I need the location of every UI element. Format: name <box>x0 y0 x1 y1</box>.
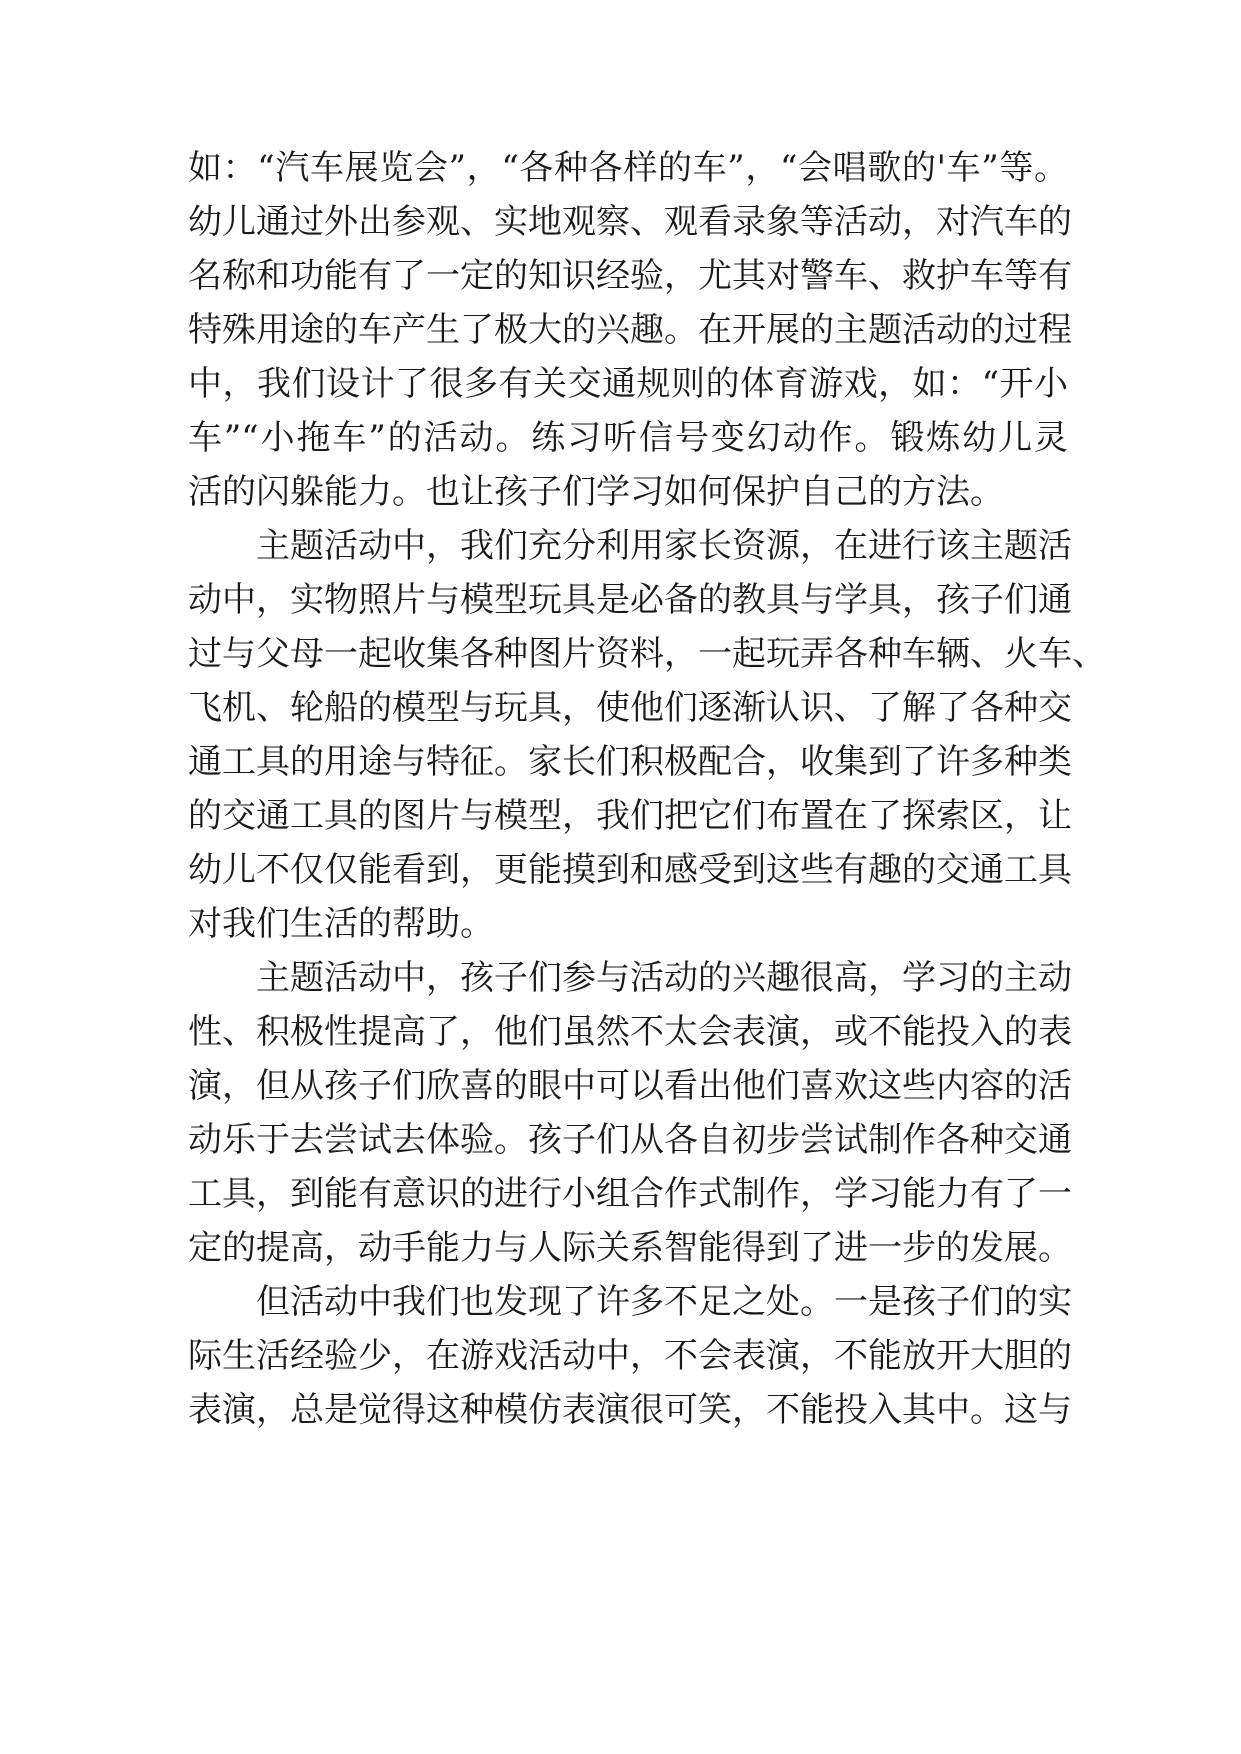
text-line: 中，我们设计了很多有关交通规则的体育游戏，如：“开小 <box>188 364 1068 404</box>
text-line: 幼儿通过外出参观、实地观察、观看录象等活动，对汽车的 <box>188 202 1072 242</box>
text-line: 动乐于去尝试去体验。孩子们从各自初步尝试制作各种交通 <box>188 1120 1072 1160</box>
text-line: 演，但从孩子们欣喜的眼中可以看出他们喜欢这些内容的活 <box>188 1066 1072 1106</box>
text-line: 名称和功能有了一定的知识经验，尤其对警车、救护车等有 <box>188 256 1072 296</box>
text-line: 如：“汽车展览会”，“各种各样的车”，“会唱歌的'车”等。 <box>188 148 1068 188</box>
text-line: 飞机、轮船的模型与玩具，使他们逐渐认识、了解了各种交 <box>188 688 1072 728</box>
text-line: 主题活动中，孩子们参与活动的兴趣很高，学习的主动 <box>256 958 1072 998</box>
text-line: 通工具的用途与特征。家长们积极配合，收集到了许多种类 <box>188 742 1072 782</box>
text-line: 对我们生活的帮助。 <box>188 904 494 944</box>
text-line: 表演，总是觉得这种模仿表演很可笑，不能投入其中。这与 <box>188 1390 1072 1430</box>
text-line: 的交通工具的图片与模型，我们把它们布置在了探索区，让 <box>188 796 1072 836</box>
text-line: 动中，实物照片与模型玩具是必备的教具与学具，孩子们通 <box>188 580 1072 620</box>
text-line: 特殊用途的车产生了极大的兴趣。在开展的主题活动的过程 <box>188 310 1072 350</box>
text-line: 幼儿不仅仅能看到，更能摸到和感受到这些有趣的交通工具 <box>188 850 1072 890</box>
text-line: 工具，到能有意识的进行小组合作式制作，学习能力有了一 <box>188 1174 1072 1214</box>
text-line: 活的闪躲能力。也让孩子们学习如何保护自己的方法。 <box>188 472 1004 512</box>
text-line: 性、积极性提高了，他们虽然不太会表演，或不能投入的表 <box>188 1012 1072 1052</box>
text-line: 但活动中我们也发现了许多不足之处。一是孩子们的实 <box>256 1282 1072 1322</box>
text-line: 车”“小拖车”的活动。练习听信号变幻动作。锻炼幼儿灵 <box>188 418 1068 458</box>
text-line: 过与父母一起收集各种图片资料，一起玩弄各种车辆、火车、 <box>188 634 1106 674</box>
text-line: 主题活动中，我们充分利用家长资源，在进行该主题活 <box>256 526 1072 566</box>
text-line: 定的提高，动手能力与人际关系智能得到了进一步的发展。 <box>188 1228 1072 1268</box>
text-line: 际生活经验少，在游戏活动中，不会表演，不能放开大胆的 <box>188 1336 1072 1376</box>
